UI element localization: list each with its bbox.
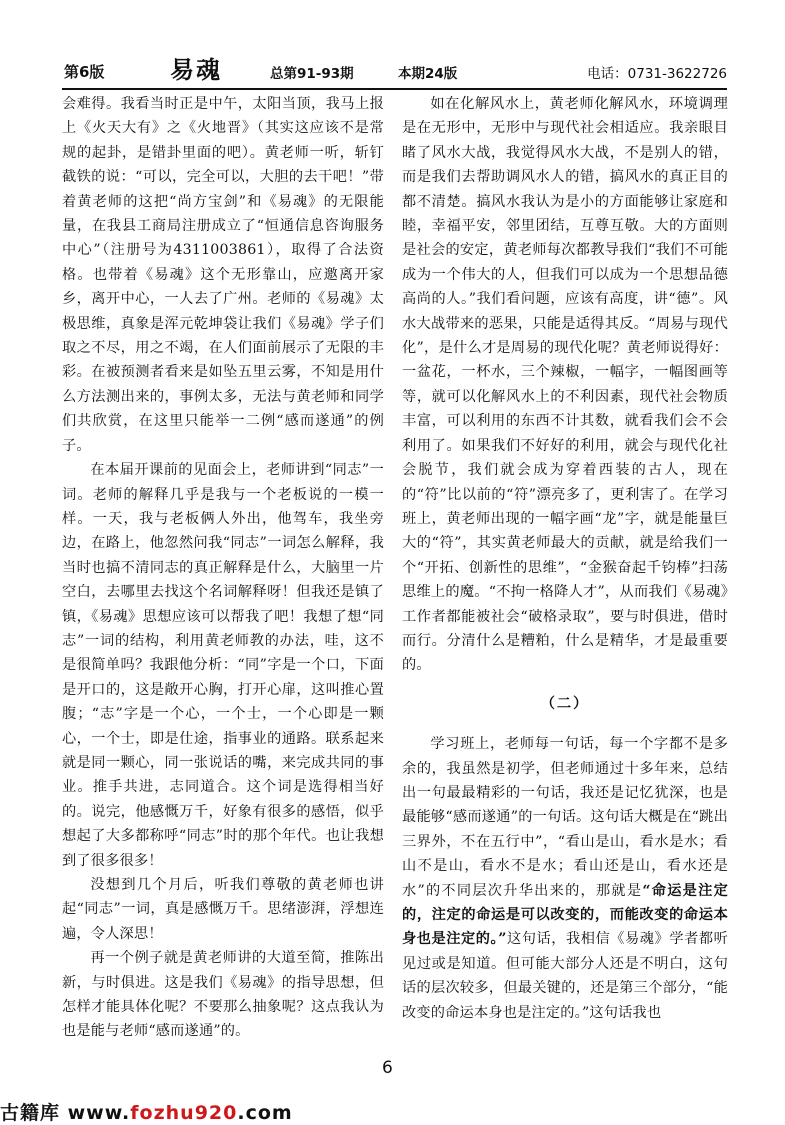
left-column: [62, 92, 384, 1044]
paragraph: 如在化解风水上，黄老师化解风水，环境调理是在无形中，无形中与现代社会相适应。我亲眼目睹了风水大战，我觉得风水大战，不是别人的错，而是我们去帮助调风水人的错，搞风水的真正目的都不清楚。搞风水我认为是小的方面能够让家庭和睦，幸福平安，邻里团结，互尊互敬。大的方面则是社会的安定，黄老师每次都教导我们“我们不可能成为一个伟大的人，但我们可以成为一个思想品德高尚的人。”我们看问题，应该有高度，讲“德”。风水大战带来的恶果，只能是适得其反。“周易与现代化”，是什么才是周易的现代化呢？黄老师说得好：一盆花，一杯水，三个辣椒，一幅字，一幅图画等等，就可以化解风水上的不利因素，现代社会物质丰富，可以利用的东西不计其数，就看我们会不会利用了。如果我们不好好的利用，就会与现代化社会脱节，我们就会成为穿着西装的古人，现在的“符”比以前的“符”漂亮多了，更利害了。在学习班上，黄老师出现的一幅字画“龙”字，就是能量巨大的“符”，其实黄老师最大的贡献，就是给我们一个“开拓、创新性的思维”，“金猴奋起千钧棒”扫荡思维上的魔。“不拘一格降人才”，从而我们《易魂》工作者都能被社会“破格录取”，要与时俱进，借时而行。分清什么是糟粕，什么是精华，才是最重要的。: [402, 96, 728, 674]
paragraph-text: 这句话，我相信《易魂》学者都听见过或是知道。但可能大部分人还是不明白，这句话的层次较多，但最关键的，还是第三个部分，“能改变的命运本身也是注定的。”这句话我也: [402, 931, 728, 1021]
paragraph: 会难得。我看当时正是中午，太阳当顶，我马上报上《火天大有》之《火地晋》（其实这应该不是常规的起卦，是错卦里面的吧）。黄老师一听，斩钉截铁的说：“可以，完全可以，大胆的去干吧！”带着黄老师的这把“尚方宝剑”和《易魂》的无限能量，在我县工商局注册成立了“恒通信息咨询服务中心”（注册号为4311003861），取得了合法资格。也带着《易魂》这个无形靠山，应邀离开家乡，离开中心，一人去了广州。老师的《易魂》太极思维，真象是浑元乾坤袋让我们《易魂》学子们取之不尽，用之不竭，在人们面前展示了无限的丰彩。在被预测者看来是如坠五里云雾，不知是用什么方法测出来的，事例太多，无法与黄老师和同学们共欣赏，在这里只能举一二例“感而遂通”的例子。: [62, 96, 384, 454]
paragraph: 没想到几个月后，听我们尊敬的黄老师也讲起“同志”一词，真是感慨万千。思绪澎湃，浮想连遍，令人深思！: [62, 877, 384, 942]
phone-number: 电话：0731-3622726: [587, 66, 727, 82]
issue-total: 总第91-93期: [270, 66, 354, 82]
emphasized-quote: “命运是注定的，注定的命运是可以改变的，而能改变的命运本身也是注定的。”: [402, 882, 728, 948]
right-column: [402, 92, 728, 1025]
edition-label: 第6版: [64, 63, 105, 81]
paragraph-text: 学习班上，老师每一句话，每一个字都不是多余的，我虽然是初学，但老师通过十多年来，总结出一句最最精彩的一句话，我还是记忆犹深，也是最能够“感而遂通”的一句话。这句话大概是在“跳出三界外，不在五行中”，“看山是山，看水是水；看山不是山，看水不是水；看山还是山，看水还是水”的不同层次升华出来的，那就是: [402, 736, 728, 899]
paragraph: 在本届开课前的见面会上，老师讲到“同志”一词。老师的解释几乎是我与一个老板说的一模一样。一天，我与老板俩人外出，他驾车，我坐旁边，在路上，他忽然问我“同志”一词怎么解释，我当时也搞不清同志的真正解释是什么，大脑里一片空白，去哪里去找这个名词解释呀！但我还是镇了镇，《易魂》思想应该可以帮我了吧！我想了想“同志”一词的结构，利用黄老师教的办法，哇，这不是很简单吗？我跟他分析：“同”字是一个口，下面是开口的，这是敞开心胸，打开心扉，这叫推心置腹；“志”字是一个心，一个士，一个心即是一颗心，一个士，即是仕途，指事业的通路。联系起来就是同一颗心，同一张说话的嘴，来完成共同的事业。推手共进，志同道合。这个词是选得相当好的。说完，他感慨万千，好象有很多的感悟，似乎想起了大多都称呼“同志”时的那个年代。也让我想到了很多很多！: [62, 462, 384, 869]
page-header: [62, 56, 727, 90]
watermark-suffix: .com: [237, 1102, 293, 1124]
publication-title: 易魂: [170, 56, 222, 84]
paragraph: [402, 732, 728, 1025]
watermark: [0, 1098, 293, 1125]
watermark-prefix: 古籍库 www.: [0, 1102, 131, 1124]
watermark-domain: fozhu920: [130, 1102, 238, 1124]
page-number: 6: [382, 1058, 393, 1078]
paragraph: 再一个例子就是黄老师讲的大道至简，推陈出新，与时俱进。这是我们《易魂》的指导思想，但怎样才能具体化呢？不要那么抽象呢？这点我认为也是能与老师“感而遂通”的。: [62, 950, 384, 1040]
section-title: （二）: [540, 695, 590, 712]
issue-pages: 本期24版: [398, 66, 458, 82]
